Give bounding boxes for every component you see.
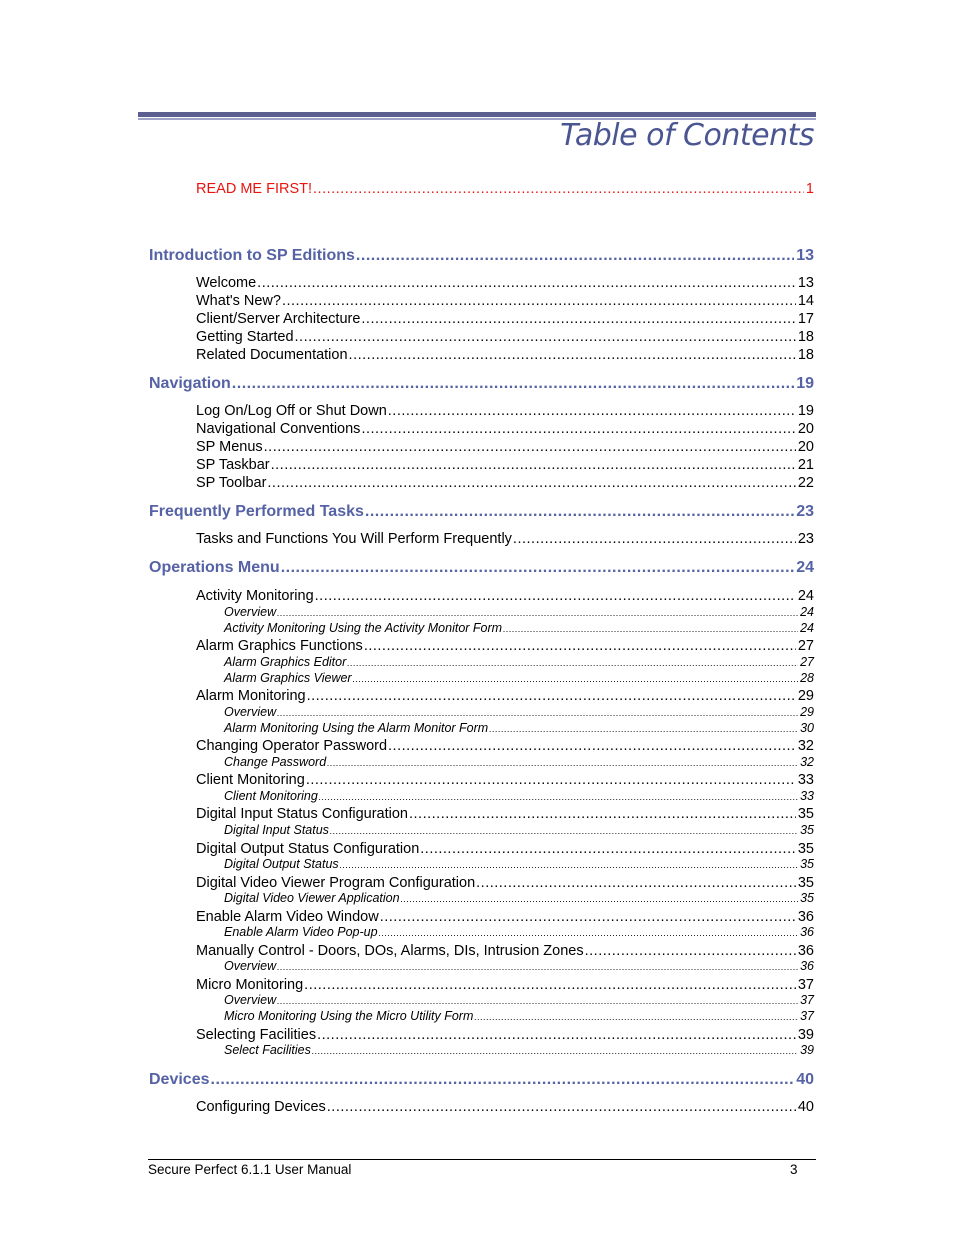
toc-entry-level3[interactable] (224, 755, 814, 769)
toc-leader-dots (264, 439, 796, 455)
toc-entry-level2[interactable] (196, 688, 814, 704)
toc-entry-label: Navigational Conventions (196, 421, 361, 437)
toc-entry-page: 23 (796, 503, 814, 520)
toc-leader-dots (503, 621, 798, 635)
toc-entry-level3[interactable] (224, 621, 814, 635)
toc-leader-dots (361, 421, 795, 437)
toc-leader-dots (361, 311, 795, 327)
toc-leader-dots (330, 823, 798, 837)
toc-entry-level1[interactable] (149, 247, 814, 265)
toc-leader-dots (379, 925, 799, 939)
toc-leader-dots (340, 857, 798, 871)
toc-entry-level2[interactable] (196, 311, 814, 327)
footer-rule (148, 1159, 816, 1160)
toc-entry-page: 35 (797, 841, 814, 857)
toc-entry-label: SP Toolbar (196, 475, 267, 491)
toc-entry-page: 32 (800, 755, 814, 769)
toc-entry-page: 19 (796, 375, 814, 392)
toc-entry-label: Overview (224, 605, 277, 619)
toc-leader-dots (476, 875, 796, 891)
toc-entry-label: Alarm Graphics Editor (224, 655, 347, 669)
toc-entry-page: 37 (800, 993, 814, 1007)
toc-entry-page: 33 (800, 789, 814, 803)
toc-entry-page: 20 (797, 439, 814, 455)
toc-entry-page: 37 (800, 1009, 814, 1023)
toc-entry-level2[interactable] (196, 875, 814, 891)
toc-leader-dots (312, 1043, 798, 1057)
toc-leader-dots (409, 806, 796, 822)
toc-leader-dots (327, 1099, 796, 1115)
toc-entry-page: 22 (797, 475, 814, 491)
toc-entry-level3[interactable] (224, 993, 814, 1007)
toc-entry-page: 35 (797, 806, 814, 822)
toc-entry-page: 24 (800, 605, 814, 619)
toc-entry-page: 36 (797, 943, 814, 959)
toc-entry-page: 35 (800, 823, 814, 837)
toc-entry-page: 32 (797, 738, 814, 754)
toc-entry-label: Changing Operator Password (196, 738, 388, 754)
toc-leader-dots (585, 943, 796, 959)
toc-entry-page: 39 (797, 1027, 814, 1043)
toc-entry-page: 24 (800, 621, 814, 635)
toc-entry-level2[interactable] (196, 841, 814, 857)
toc-entry-page: 13 (796, 247, 814, 264)
toc-leader-dots (277, 705, 798, 719)
toc-entry-label: Activity Monitoring Using the Activity Monitor Form (224, 621, 503, 635)
toc-leader-dots (282, 293, 796, 309)
toc-entry-label: Frequently Performed Tasks (149, 503, 364, 520)
toc-entry-label: Client Monitoring (196, 772, 305, 788)
toc-entry-label: Tasks and Functions You Will Perform Frequently (196, 531, 512, 547)
toc-leader-dots (420, 841, 796, 857)
toc-entry-label: Digital Input Status (224, 823, 329, 837)
toc-entry-page: 40 (796, 1071, 814, 1088)
toc-leader-dots (388, 738, 796, 754)
toc-leader-dots (364, 638, 796, 654)
toc-entry-label: Micro Monitoring Using the Micro Utility Form (224, 1009, 474, 1023)
toc-entry-page: 21 (797, 457, 814, 473)
toc-entry-page: 19 (797, 403, 814, 419)
toc-entry-level2[interactable] (196, 275, 814, 291)
toc-entry-label: Select Facilities (224, 1043, 311, 1057)
toc-entry-label: READ ME FIRST! (196, 181, 313, 197)
toc-entry-page: 36 (797, 909, 814, 925)
toc-entry-level1[interactable] (149, 1071, 814, 1089)
toc-entry-page: 33 (797, 772, 814, 788)
toc-entry-level3[interactable] (224, 605, 814, 619)
toc-leader-dots (349, 347, 796, 363)
toc-entry-page: 35 (800, 857, 814, 871)
toc-leader-dots (365, 503, 794, 521)
toc-entry-level3[interactable] (224, 891, 814, 905)
toc-leader-dots (327, 755, 798, 769)
header-rule (138, 112, 816, 117)
toc-entry-label: Digital Output Status (224, 857, 339, 871)
toc-leader-dots (388, 403, 796, 419)
toc-leader-dots (307, 688, 796, 704)
toc-entry-level2[interactable] (196, 475, 814, 491)
toc-entry-level2[interactable] (196, 1099, 814, 1115)
toc-entry-page: 36 (800, 925, 814, 939)
toc-entry-level2[interactable] (196, 531, 814, 547)
toc-leader-dots (277, 993, 798, 1007)
toc-entry-page: 28 (800, 671, 814, 685)
toc-entry-level3[interactable] (224, 655, 814, 669)
toc-entry-level2[interactable] (196, 403, 814, 419)
toc-entry-level3[interactable] (224, 959, 814, 973)
toc-entry-page: 39 (800, 1043, 814, 1057)
toc-leader-dots (295, 329, 796, 345)
toc-entry-level3[interactable] (224, 1009, 814, 1023)
toc-entry-label: Activity Monitoring (196, 588, 314, 604)
toc-entry-page: 20 (797, 421, 814, 437)
toc-leader-dots (257, 275, 796, 291)
toc-entry-label: Operations Menu (149, 559, 280, 576)
toc-entry-label: Enable Alarm Video Window (196, 909, 379, 925)
toc-entry-level3[interactable] (224, 721, 814, 735)
toc-entry-label: Getting Started (196, 329, 294, 345)
toc-entry-level3[interactable] (224, 857, 814, 871)
toc-entry-page: 13 (797, 275, 814, 291)
toc-entry-page: 29 (797, 688, 814, 704)
toc-entry-label: Configuring Devices (196, 1099, 326, 1115)
toc-entry-level2[interactable] (196, 457, 814, 473)
toc-entry-page: 18 (797, 329, 814, 345)
toc-leader-dots (277, 605, 798, 619)
toc-entry-label: Alarm Monitoring (196, 688, 306, 704)
toc-leader-dots (313, 181, 804, 197)
toc-leader-dots (281, 559, 795, 577)
toc-entry-level2[interactable] (196, 638, 814, 654)
toc-entry-level1[interactable] (149, 375, 814, 393)
toc-entry-label: Client Monitoring (224, 789, 318, 803)
toc-entry-label: Enable Alarm Video Pop-up (224, 925, 378, 939)
toc-entry-level2[interactable] (196, 977, 814, 993)
toc-leader-dots (347, 655, 798, 669)
toc-entry-page: 30 (800, 721, 814, 735)
toc-entry-label: Selecting Facilities (196, 1027, 317, 1043)
toc-entry-page: 27 (800, 655, 814, 669)
toc-entry-label: Digital Video Viewer Application (224, 891, 400, 905)
toc-entry-label: Welcome (196, 275, 257, 291)
toc-entry-label: Alarm Monitoring Using the Alarm Monitor Form (224, 721, 489, 735)
toc-entry-page: 23 (797, 531, 814, 547)
toc-leader-dots (380, 909, 796, 925)
toc-entry-label: Digital Output Status Configuration (196, 841, 420, 857)
toc-entry-level2[interactable] (196, 439, 814, 455)
toc-leader-dots (315, 588, 796, 604)
toc-entry-page: 35 (800, 891, 814, 905)
toc-entry-level1[interactable] (149, 503, 814, 521)
toc-leader-dots (211, 1071, 795, 1089)
toc-entry-page: 37 (797, 977, 814, 993)
toc-entry-label: Digital Video Viewer Program Configuration (196, 875, 476, 891)
toc-entry-label: Introduction to SP Editions (149, 247, 355, 264)
toc-entry-level2[interactable] (196, 347, 814, 363)
toc-entry-level2[interactable] (196, 421, 814, 437)
toc-entry-label: What's New? (196, 293, 281, 309)
toc-leader-dots (474, 1009, 798, 1023)
toc-entry-label: Change Password (224, 755, 327, 769)
toc-leader-dots (353, 671, 799, 685)
toc-entry-page: 35 (797, 875, 814, 891)
toc-entry-level3[interactable] (224, 671, 814, 685)
toc-entry-page: 18 (797, 347, 814, 363)
toc-entry-label: Overview (224, 993, 277, 1007)
toc-leader-dots (304, 977, 796, 993)
toc-entry-label: Overview (224, 959, 277, 973)
toc-entry-level2[interactable] (196, 943, 814, 959)
toc-entry-level3[interactable] (224, 705, 814, 719)
toc-leader-dots (271, 457, 796, 473)
page-title: Table of Contents (560, 118, 814, 153)
toc-entry-label: Log On/Log Off or Shut Down (196, 403, 387, 419)
toc-entry-level2[interactable] (196, 738, 814, 754)
toc-leader-dots (306, 772, 796, 788)
toc-entry-page: 36 (800, 959, 814, 973)
toc-entry-page: 29 (800, 705, 814, 719)
toc-leader-dots (232, 375, 794, 393)
toc-entry-label: Digital Input Status Configuration (196, 806, 408, 822)
toc-entry-level2[interactable] (196, 588, 814, 604)
toc-entry-label: Alarm Graphics Functions (196, 638, 363, 654)
toc-entry-level2[interactable] (196, 293, 814, 309)
toc-entry-page: 14 (797, 293, 814, 309)
toc-entry-label: Devices (149, 1071, 210, 1088)
footer-doc-title: Secure Perfect 6.1.1 User Manual (148, 1162, 352, 1177)
toc-entry-level3[interactable] (224, 823, 814, 837)
toc-leader-dots (277, 959, 798, 973)
footer-page-number: 3 (790, 1162, 798, 1177)
toc-entry-level3[interactable] (224, 925, 814, 939)
toc-entry-page: 24 (796, 559, 814, 576)
toc-entry-label: SP Taskbar (196, 457, 270, 473)
toc-leader-dots (401, 891, 799, 905)
toc-entry-page: 1 (805, 181, 814, 197)
toc-entry-label: Micro Monitoring (196, 977, 304, 993)
toc-entry-label: Client/Server Architecture (196, 311, 361, 327)
toc-leader-dots (267, 475, 795, 491)
toc-entry-readme[interactable] (196, 181, 814, 197)
toc-entry-level3[interactable] (224, 789, 814, 803)
toc-entry-level1[interactable] (149, 559, 814, 577)
toc-entry-page: 24 (797, 588, 814, 604)
toc-entry-label: Navigation (149, 375, 231, 392)
toc-leader-dots (319, 789, 798, 803)
toc-entry-label: Overview (224, 705, 277, 719)
toc-entry-label: Manually Control - Doors, DOs, Alarms, DIs, Intrusion Zones (196, 943, 584, 959)
toc-entry-page: 17 (797, 311, 814, 327)
toc-leader-dots (317, 1027, 796, 1043)
toc-entry-level2[interactable] (196, 909, 814, 925)
toc-entry-label: SP Menus (196, 439, 263, 455)
toc-entry-level3[interactable] (224, 1043, 814, 1057)
toc-entry-page: 40 (797, 1099, 814, 1115)
toc-entry-label: Related Documentation (196, 347, 348, 363)
toc-entry-label: Alarm Graphics Viewer (224, 671, 352, 685)
toc-entry-level2[interactable] (196, 772, 814, 788)
toc-leader-dots (356, 247, 794, 265)
toc-entry-level2[interactable] (196, 329, 814, 345)
toc-entry-level2[interactable] (196, 1027, 814, 1043)
toc-entry-level2[interactable] (196, 806, 814, 822)
toc-leader-dots (513, 531, 796, 547)
toc-entry-page: 27 (797, 638, 814, 654)
toc-leader-dots (489, 721, 798, 735)
